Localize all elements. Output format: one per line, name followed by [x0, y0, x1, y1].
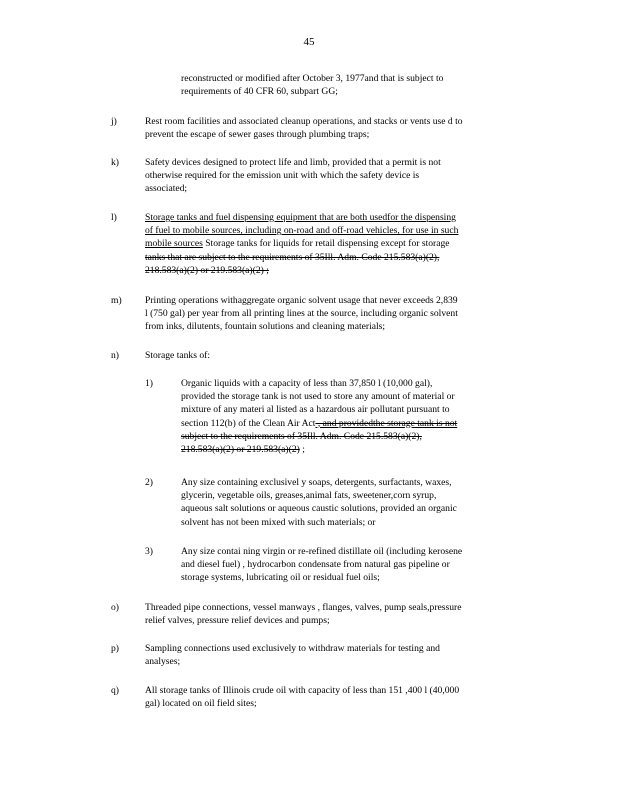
- text-line: solvent has not been mixed with such materials; or: [181, 516, 376, 528]
- inserted-text-line: Storage tanks and fuel dispensing equipment that are both usedfor the dispensing: [145, 212, 456, 223]
- text-line: otherwise required for the emission unit with which the safety device is: [145, 170, 420, 182]
- item-j-text: [145, 115, 463, 141]
- text-line: analyses;: [145, 656, 181, 668]
- subitem-1-text: [181, 377, 457, 456]
- deleted-text: , and providedthe storage tank is not: [315, 417, 458, 429]
- item-label-j: j): [111, 116, 117, 127]
- subitem-label-1: 1): [145, 378, 153, 389]
- text-line: aqueous salt solutions or aqueous caustic solutions, provided an organic: [181, 503, 457, 515]
- text-line: Threaded pipe connections, vessel manways , flanges, valves, pump seals,pressure: [145, 602, 462, 613]
- text-fragment: Storage tanks for liquids for retail dispensing except for storage: [202, 238, 450, 250]
- text-line: All storage tanks of Illinois crude oil with capacity of less than 151 ,400 l (40,000: [145, 685, 460, 696]
- text-line: Any size containing exclusivel y soaps, detergents, surfactants, waxes,: [181, 477, 452, 488]
- text-line: [145, 237, 458, 250]
- item-o-text: [145, 601, 462, 627]
- text-line: and diesel fuel) , hydrocarbon condensate from natural gas pipeline or: [181, 559, 450, 571]
- text-line: requirements of 40 CFR 60, subpart GG;: [181, 86, 338, 98]
- text-line: from inks, dilutents, fountain solutions and cleaning materials;: [145, 321, 386, 333]
- deleted-text-line: subject to the requirements of 35Ill. Adm. Code 215.583(a)(2),: [181, 430, 422, 442]
- item-label-n: n): [111, 350, 119, 361]
- text-line: l (750 gal) per year from all printing lines at the source, including organic solvent: [145, 308, 458, 320]
- text-line: [181, 443, 457, 456]
- text-line: Organic liquids with a capacity of less than 37,850 l (10,000 gal),: [181, 378, 433, 389]
- text-line: prevent the escape of sewer gases through plumbing traps;: [145, 129, 370, 141]
- text-line: Rest room facilities and associated cleanup operations, and stacks or vents use d to: [145, 116, 463, 127]
- item-label-k: k): [111, 157, 119, 168]
- deleted-text-line: 218.583(a)(2) or 219.583(a)(2) ;: [145, 264, 269, 276]
- text-line: Sampling connections used exclusively to withdraw materials for testing and: [145, 643, 440, 654]
- text-line: associated;: [145, 183, 188, 195]
- item-n-heading: Storage tanks of:: [145, 350, 211, 361]
- deleted-text: 218.583(a)(2) or 219.583(a)(2): [181, 444, 300, 456]
- text-line: Safety devices designed to protect life and limb, provided that a permit is not: [145, 157, 441, 168]
- text-line: provided the storage tank is not used to store any amount of material or: [181, 391, 455, 403]
- item-label-q: q): [111, 685, 119, 696]
- text-line: storage systems, lubricating oil or residual fuel oils;: [181, 572, 380, 584]
- text-line: reconstructed or modified after October 3, 1977and that is subject to: [181, 73, 444, 84]
- item-label-m: m): [111, 295, 122, 306]
- item-label-p: p): [111, 643, 119, 654]
- text-line: glycerin, vegetable oils, greases,animal fats, sweetener,corn syrup,: [181, 490, 437, 502]
- text-line: [181, 417, 457, 430]
- item-k-text: [145, 156, 441, 196]
- subitem-2-text: [181, 476, 457, 529]
- text-line: relief valves, pressure relief devices and pumps;: [145, 615, 330, 627]
- intro-paragraph: [181, 72, 443, 98]
- inserted-text: mobile sources: [145, 238, 203, 250]
- text-line: Printing operations withaggregate organic solvent usage that never exceeds 2,839: [145, 295, 458, 306]
- subitem-label-3: 3): [145, 546, 153, 557]
- item-label-l: l): [111, 212, 117, 223]
- deleted-text-line: tanks that are subject to the requirements of 35Ill. Adm. Code 215.583(a)(2),: [145, 251, 440, 263]
- text-fragment: section 112(b) of the Clean Air Act: [181, 417, 316, 429]
- subitem-3-text: [181, 545, 462, 585]
- text-fragment: ;: [299, 444, 305, 456]
- page-number: 45: [303, 36, 315, 48]
- item-l-text: [145, 211, 458, 277]
- item-m-text: [145, 294, 458, 334]
- item-p-text: [145, 642, 440, 668]
- text-line: mixture of any materi al listed as a hazardous air pollutant pursuant to: [181, 404, 450, 416]
- item-label-o: o): [111, 602, 119, 613]
- subitem-label-2: 2): [145, 477, 153, 488]
- text-line: Any size contai ning virgin or re-refined distillate oil (including kerosene: [181, 546, 463, 557]
- inserted-text-line: of fuel to mobile sources, including on-road and off-road vehicles, for use in such: [145, 225, 459, 237]
- item-q-text: [145, 684, 459, 710]
- text-line: gal) located on oil field sites;: [145, 698, 257, 710]
